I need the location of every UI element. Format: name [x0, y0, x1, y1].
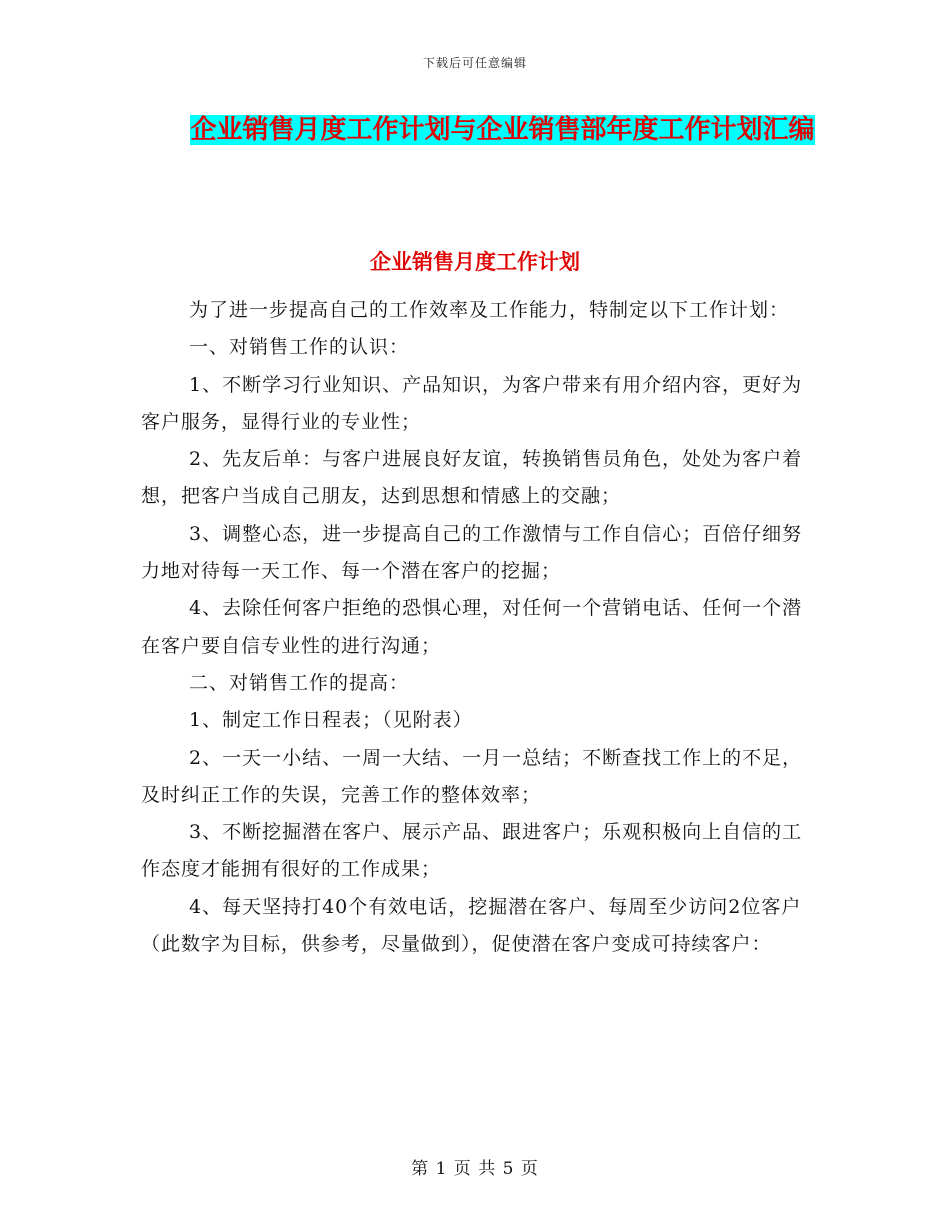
- section-title: 企业销售月度工作计划: [370, 250, 580, 274]
- paragraph: 一、对销售工作的认识：: [189, 336, 410, 359]
- paragraph: 为了进一步提高自己的工作效率及工作能力，特制定以下工作计划：: [189, 299, 790, 321]
- paragraph: 3、不断挖掘潜在客户、展示产品、跟进客户；乐观积极向上自信的工作态度才能拥有很好的工作成果；: [141, 821, 803, 881]
- paragraph: 2、先友后单：与客户进展良好友谊，转换销售员角色，处处为客户着想，把客户当成自己朋友，达到思想和情感上的交融；: [141, 448, 803, 508]
- paragraph: 二、对销售工作的提高：: [189, 671, 410, 694]
- paragraph: 2、一天一小结、一周一大结、一月一总结；不断查找工作上的不足，及时纠正工作的失误，完善工作的整体效率；: [141, 746, 803, 806]
- document-body: [141, 292, 809, 963]
- paragraph: 3、调整心态，进一步提高自己的工作激情与工作自信心；百倍仔细努力地对待每一天工作、每一个潜在客户的挖掘；: [141, 522, 803, 583]
- document-title: [190, 108, 815, 152]
- paragraph: 4、每天坚持打40个有效电话，挖掘潜在客户、每周至少访问2位客户（此数字为目标，供参考，尽量做到），促使潜在客户变成可持续客户：: [141, 895, 802, 956]
- page-number: 第 1 页 共 5 页: [411, 1159, 539, 1179]
- paragraph: 4、去除任何客户拒绝的恐惧心理，对任何一个营销电话、任何一个潜在客户要自信专业性的进行沟通；: [141, 597, 803, 657]
- paragraph: 1、制定工作日程表；（见附表）: [189, 709, 473, 732]
- paragraph: 1、不断学习行业知识、产品知识，为客户带来有用介绍内容，更好为客户服务，显得行业的专业性；: [141, 373, 803, 433]
- document-title-text: 企业销售月度工作计划与企业销售部年度工作计划汇编: [190, 115, 815, 145]
- header-note: 下载后可任意编辑: [422, 56, 527, 70]
